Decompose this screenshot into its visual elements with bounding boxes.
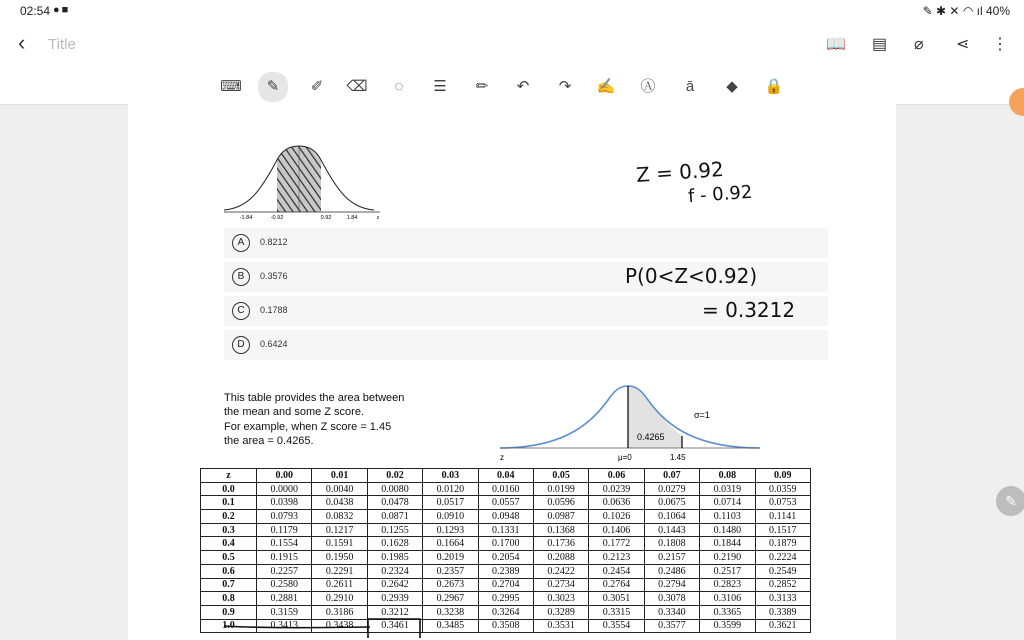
text-align-icon[interactable]: ☰: [433, 78, 447, 95]
table-cell: 0.1179: [257, 523, 312, 537]
table-cell: 0.1368: [533, 523, 588, 537]
table-cell: 0.2611: [312, 578, 367, 592]
table-cell: 0.1700: [478, 537, 533, 551]
decimal-column-header: 0.08: [700, 469, 755, 483]
shapes-icon[interactable]: ◆: [726, 78, 738, 95]
table-cell: 0.2764: [589, 578, 644, 592]
table-cell: 0.0557: [478, 496, 533, 510]
table-cell: 0.3508: [478, 619, 533, 633]
undo-icon[interactable]: ↶: [516, 78, 530, 95]
lasso-icon[interactable]: ◌: [394, 78, 404, 95]
table-cell: 0.2580: [257, 578, 312, 592]
table-cell: 0.0199: [533, 482, 588, 496]
table-cell: 0.0398: [257, 496, 312, 510]
table-cell: 0.0793: [257, 510, 312, 524]
table-row: [201, 482, 811, 496]
table-cell: 0.2324: [367, 564, 422, 578]
option-value: 0.1788: [260, 305, 288, 315]
option-a[interactable]: [224, 228, 828, 258]
handwritten-answer: = 0.3212: [702, 298, 796, 322]
table-cell: 0.2088: [533, 551, 588, 565]
decimal-column-header: 0.07: [644, 469, 699, 483]
table-cell: 0.0871: [367, 510, 422, 524]
sigma-label: σ=1: [694, 410, 710, 420]
decimal-column-header: 0.00: [257, 469, 312, 483]
standard-normal-curve: [498, 382, 768, 466]
table-cell: 0.1879: [755, 537, 810, 551]
z-row-label: 0.4: [201, 537, 257, 551]
table-cell: 0.1915: [257, 551, 312, 565]
table-cell: 0.2054: [478, 551, 533, 565]
back-icon[interactable]: ‹: [18, 30, 26, 55]
table-cell: 0.2389: [478, 564, 533, 578]
decimal-column-header: 0.05: [533, 469, 588, 483]
table-row: [201, 564, 811, 578]
table-cell: 0.2454: [589, 564, 644, 578]
table-cell: 0.0714: [700, 496, 755, 510]
table-cell: 0.2257: [257, 564, 312, 578]
z-row-label: 0.6: [201, 564, 257, 578]
option-letter: A: [232, 234, 250, 252]
table-cell: 0.3023: [533, 592, 588, 606]
table-cell: 0.3159: [257, 605, 312, 619]
table-cell: 0.1591: [312, 537, 367, 551]
note-line: the mean and some Z score.: [224, 406, 365, 419]
table-cell: 0.2157: [644, 551, 699, 565]
decimal-column-header: 0.01: [312, 469, 367, 483]
document-icon[interactable]: ▤: [872, 36, 888, 53]
status-time: 02:54: [20, 4, 51, 18]
z-value-label: 1.45: [670, 453, 686, 462]
table-cell: 0.3531: [533, 619, 588, 633]
table-cell: 0.2642: [367, 578, 422, 592]
convert-text-icon[interactable]: ā: [685, 78, 695, 95]
table-cell: 0.0910: [423, 510, 478, 524]
z-row-label: 0.3: [201, 523, 257, 537]
table-cell: 0.1628: [367, 537, 422, 551]
more-options-icon[interactable]: ⋮: [992, 36, 1008, 53]
table-cell: 0.2734: [533, 578, 588, 592]
table-cell: 0.0000: [257, 482, 312, 496]
status-right: [923, 4, 1010, 18]
table-cell: 0.2910: [312, 592, 367, 606]
table-row: [201, 523, 811, 537]
table-cell: 0.3315: [589, 605, 644, 619]
handwriting-text-icon[interactable]: ✍: [596, 78, 616, 95]
app-bar: [0, 22, 1024, 68]
table-cell: 0.2549: [755, 564, 810, 578]
decimal-column-header: 0.02: [367, 469, 422, 483]
table-cell: 0.2794: [644, 578, 699, 592]
edit-pen-icon[interactable]: ✎: [996, 486, 1024, 516]
table-cell: 0.0319: [700, 482, 755, 496]
table-cell: 0.0596: [533, 496, 588, 510]
table-description: [224, 391, 404, 449]
table-cell: 0.0120: [423, 482, 478, 496]
redo-icon[interactable]: ↷: [558, 78, 572, 95]
table-cell: 0.3186: [312, 605, 367, 619]
table-cell: 0.0160: [478, 482, 533, 496]
table-cell: 0.3238: [423, 605, 478, 619]
floating-handle[interactable]: [1009, 88, 1024, 116]
handwritten-probability: P(0<Z<0.92): [625, 264, 758, 288]
table-cell: 0.2881: [257, 592, 312, 606]
table-cell: 0.1026: [589, 510, 644, 524]
table-cell: 0.1554: [257, 537, 312, 551]
note-title[interactable]: Title: [48, 36, 76, 53]
drawing-toolbar: [0, 68, 1024, 105]
table-cell: 0.2357: [423, 564, 478, 578]
table-cell: 0.1103: [700, 510, 755, 524]
z-row-label: 0.1: [201, 496, 257, 510]
table-row: [201, 551, 811, 565]
decimal-column-header: 0.03: [423, 469, 478, 483]
table-cell: 0.0279: [644, 482, 699, 496]
table-cell: 0.0636: [589, 496, 644, 510]
table-cell: 0.2190: [700, 551, 755, 565]
table-cell: 0.1443: [644, 523, 699, 537]
table-cell: 0.1064: [644, 510, 699, 524]
area-label: 0.4265: [637, 432, 665, 442]
z-row-label: 0.5: [201, 551, 257, 565]
table-cell: 0.3106: [700, 592, 755, 606]
table-cell: 0.1480: [700, 523, 755, 537]
table-cell: 0.3438: [312, 619, 367, 633]
z-row-label: 0.0: [201, 482, 257, 496]
tick-label: 1.84: [346, 215, 358, 220]
table-cell: 0.2517: [700, 564, 755, 578]
table-cell: 0.2852: [755, 578, 810, 592]
table-cell: 0.1141: [755, 510, 810, 524]
option-value: 0.8212: [260, 237, 288, 247]
table-cell: 0.1985: [367, 551, 422, 565]
table-cell: 0.1331: [478, 523, 533, 537]
table-cell: 0.1217: [312, 523, 367, 537]
table-cell: 0.0080: [367, 482, 422, 496]
handwritten-z-value: Z = 0.92: [635, 156, 725, 188]
decimal-column-header: 0.04: [478, 469, 533, 483]
table-cell: 0.0040: [312, 482, 367, 496]
pen-annotation: [220, 616, 430, 640]
tick-label: z: [376, 215, 380, 220]
status-icons: ✎ ✱ ✕ ◠ ıl: [922, 4, 986, 18]
table-cell: 0.1772: [589, 537, 644, 551]
option-letter: C: [232, 302, 250, 320]
eraser-icon[interactable]: ⌫: [346, 78, 368, 95]
share-icon[interactable]: ⋖: [956, 36, 970, 53]
table-cell: 0.1517: [755, 523, 810, 537]
table-cell: 0.1950: [312, 551, 367, 565]
table-cell: 0.1664: [423, 537, 478, 551]
option-value: 0.3576: [260, 271, 288, 281]
option-letter: B: [232, 268, 250, 286]
table-cell: 0.2291: [312, 564, 367, 578]
table-cell: 0.0478: [367, 496, 422, 510]
z-row-label: 0.7: [201, 578, 257, 592]
table-cell: 0.0753: [755, 496, 810, 510]
decimal-column-header: 0.09: [755, 469, 810, 483]
table-cell: 0.0987: [533, 510, 588, 524]
table-cell: 0.0948: [478, 510, 533, 524]
z-axis-label: z: [500, 453, 504, 462]
table-cell: 0.3599: [700, 619, 755, 633]
z-score-table: [200, 468, 811, 633]
note-line: This table provides the area between: [224, 392, 405, 404]
table-cell: 0.0438: [312, 496, 367, 510]
tick-label: -1.84: [239, 215, 253, 220]
table-cell: 0.3365: [700, 605, 755, 619]
ai-icon[interactable]: Ⓐ: [640, 78, 656, 95]
table-cell: 0.3621: [755, 619, 810, 633]
table-cell: 0.3461: [367, 619, 422, 633]
tick-label: -0.92: [270, 215, 284, 220]
table-cell: 0.1844: [700, 537, 755, 551]
table-cell: 0.2486: [644, 564, 699, 578]
pen-settings-icon[interactable]: ✏: [475, 78, 489, 95]
highlighter-icon[interactable]: ✐: [310, 78, 324, 95]
table-cell: 0.2967: [423, 592, 478, 606]
table-cell: 0.2673: [423, 578, 478, 592]
table-cell: 0.3212: [367, 605, 422, 619]
table-cell: 0.2123: [589, 551, 644, 565]
z-column-header: z: [201, 469, 257, 483]
note-page[interactable]: [128, 104, 896, 640]
book-view-icon[interactable]: 📖: [826, 36, 846, 53]
table-cell: 0.1255: [367, 523, 422, 537]
table-row: [201, 537, 811, 551]
option-d[interactable]: [224, 330, 828, 360]
table-cell: 0.1293: [423, 523, 478, 537]
battery-level: 40%: [985, 4, 1010, 18]
pen-icon[interactable]: ✎: [258, 72, 288, 102]
table-cell: 0.3289: [533, 605, 588, 619]
notification-icons: ●■: [53, 4, 71, 16]
z-row-label: 0.2: [201, 510, 257, 524]
table-cell: 0.3554: [589, 619, 644, 633]
table-cell: 0.0359: [755, 482, 810, 496]
table-cell: 0.3264: [478, 605, 533, 619]
tick-label: 0.92: [320, 215, 332, 220]
table-cell: 0.3485: [423, 619, 478, 633]
table-header-row: [201, 469, 811, 483]
table-cell: 0.2224: [755, 551, 810, 565]
table-cell: 0.2995: [478, 592, 533, 606]
question-normal-curve: [220, 140, 390, 220]
decimal-column-header: 0.06: [589, 469, 644, 483]
table-cell: 0.0675: [644, 496, 699, 510]
table-cell: 0.2704: [478, 578, 533, 592]
table-cell: 0.2939: [367, 592, 422, 606]
z-row-label: 1.0: [201, 619, 257, 633]
z-row-label: 0.8: [201, 592, 257, 606]
table-cell: 0.3413: [257, 619, 312, 633]
table-cell: 0.3078: [644, 592, 699, 606]
table-row: [201, 496, 811, 510]
status-bar: [0, 0, 1024, 22]
attach-icon[interactable]: ⌀: [914, 36, 924, 53]
table-cell: 0.2422: [533, 564, 588, 578]
table-row: [201, 592, 811, 606]
table-row: [201, 510, 811, 524]
table-cell: 0.3389: [755, 605, 810, 619]
z-row-label: 0.9: [201, 605, 257, 619]
note-line: For example, when Z score = 1.45: [224, 420, 392, 433]
table-cell: 0.3340: [644, 605, 699, 619]
table-cell: 0.3051: [589, 592, 644, 606]
option-letter: D: [232, 336, 250, 354]
table-cell: 0.3133: [755, 592, 810, 606]
table-cell: 0.1808: [644, 537, 699, 551]
table-cell: 0.1406: [589, 523, 644, 537]
table-cell: 0.2019: [423, 551, 478, 565]
table-cell: 0.0239: [589, 482, 644, 496]
handwritten-p-value: f - 0.92: [687, 181, 754, 208]
table-cell: 0.0832: [312, 510, 367, 524]
mu-label: μ=0: [618, 453, 632, 462]
table-cell: 0.1736: [533, 537, 588, 551]
option-value: 0.6424: [260, 339, 288, 349]
table-cell: 0.0517: [423, 496, 478, 510]
keyboard-icon[interactable]: ⌨: [220, 78, 242, 95]
table-cell: 0.2823: [700, 578, 755, 592]
table-cell: 0.3577: [644, 619, 699, 633]
table-row: [201, 578, 811, 592]
note-line: the area = 0.4265.: [224, 435, 314, 448]
lock-icon[interactable]: 🔒: [764, 78, 784, 95]
